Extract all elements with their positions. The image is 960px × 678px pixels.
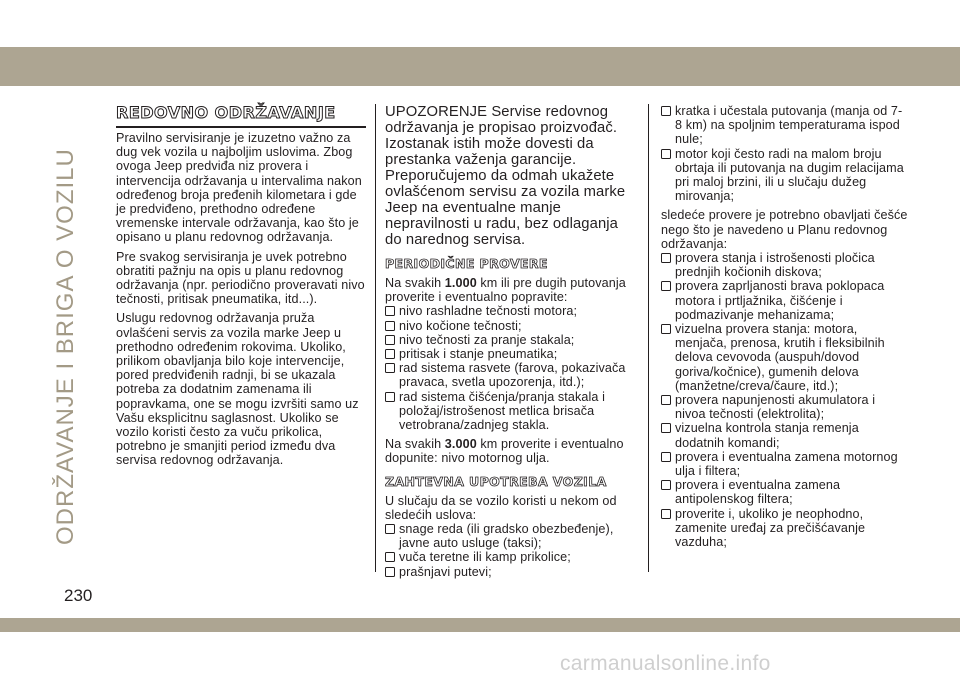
chapter-side-title: ODRŽAVANJE I BRIGA O VOZILU xyxy=(52,148,79,545)
item-text: snage reda (ili gradsko obezbeđenje), javne auto usluge (taksi); xyxy=(399,522,614,551)
item-text: pritisak i stanje pneumatika; xyxy=(399,347,558,362)
paragraph: Pre svakog servisiranja je uvek potrebno obratiti pažnju na opis u planu redovnog održavanja (npr. periodično proveravati nivo tečnosti, pritisak pneumatika, itd...). xyxy=(116,249,365,307)
paragraph: Pravilno servisiranje je izuzetno važno za dug vek vozila u najboljim uslovima. Zbog ovoga Jeep predviđa niz provera i intervencija održavanja u intervalima nakon određenog broja pređenih kilometara i gde je predviđeno, prethodno određene vremenske intervale održavanja, kao što je opisano u planu redovnog održavanja. xyxy=(116,131,362,245)
checkbox-icon xyxy=(385,335,395,345)
checkbox-icon xyxy=(661,253,671,263)
checklist-item xyxy=(385,522,635,550)
item-text: rad sistema čišćenja/pranja stakala i položaj/istrošenost metlica brisača vetrobrana/zadnjeg stakla. xyxy=(399,389,605,433)
checklist-item xyxy=(385,319,635,333)
checkbox-icon xyxy=(661,324,671,334)
checkbox-icon xyxy=(385,567,395,577)
item-text: vizuelna provera stanja: motora, menjača, prenosa, krutih i fleksibilnih delova cevovoda (auspuh/dovod goriva/kočnice), gumenih delova (manžetne/creva/čaure, itd.); xyxy=(675,322,885,393)
item-text: provera stanja i istrošenosti pločica prednjih kočionih diskova; xyxy=(675,251,875,280)
checkbox-icon xyxy=(385,306,395,316)
column-1 xyxy=(116,104,366,473)
checkbox-icon xyxy=(661,106,671,116)
item-text: nivo tečnosti za pranje stakala; xyxy=(399,332,575,347)
item-text: prašnjavi putevi; xyxy=(399,564,492,579)
interval-value: 1.000 xyxy=(444,276,477,290)
checkbox-icon xyxy=(661,281,671,291)
checkbox-icon xyxy=(661,509,671,519)
checkbox-icon xyxy=(385,349,395,359)
checkbox-icon xyxy=(385,552,395,562)
periodic-intro xyxy=(385,276,635,304)
section-heading-periodic-checks: PERIODIČNE PROVERE xyxy=(385,256,548,271)
item-text: provera i eventualna zamena motornog ulja i filtera; xyxy=(675,449,898,479)
checklist-item xyxy=(385,565,635,579)
column-3 xyxy=(661,104,909,549)
checkbox-icon xyxy=(661,149,671,159)
watermark: carmanualsonline.info xyxy=(560,652,771,675)
checklist-item xyxy=(661,393,909,421)
item-text: provera napunjenosti akumulatora i nivoa tečnosti (elektrolita); xyxy=(675,393,876,422)
frequent-checks-intro: sledeće provere je potrebno obavljati češće nego što je navedeno u Planu redovnog održavanja: xyxy=(661,208,908,251)
item-text: provera zaprljanosti brava poklopaca motora i prtljažnika, čišćenje i podmazivanje mehanizama; xyxy=(675,279,885,322)
checklist-item xyxy=(385,361,635,389)
checkbox-icon xyxy=(661,423,671,433)
footer-band xyxy=(0,618,960,632)
checklist-item xyxy=(385,333,635,347)
checkbox-icon xyxy=(661,480,671,490)
checklist-item xyxy=(661,478,909,506)
checklist-item xyxy=(385,390,635,433)
item-text: proverite i, ukoliko je neophodno, zamenite uređaj za prečišćavanje vazduha; xyxy=(675,506,866,550)
item-text: vizuelna kontrola stanja remenja dodatnih komandi; xyxy=(675,421,859,450)
checkbox-icon xyxy=(385,321,395,331)
item-text: rad sistema rasvete (farova, pokazivača pravaca, svetla upozorenja, itd.); xyxy=(399,361,626,390)
checklist-item xyxy=(661,104,909,147)
checklist-item xyxy=(661,279,909,322)
checkbox-icon xyxy=(661,395,671,405)
item-text: kratka i učestala putovanja (manja od 7-8 km) na spoljnim temperaturama ispod nule; xyxy=(675,104,903,147)
checklist-item xyxy=(661,507,909,550)
outro-text: km proverite i eventualno dopunite: nivo motornog ulja. xyxy=(385,437,624,466)
intro-text: Na svakih xyxy=(385,276,445,290)
checklist-item xyxy=(661,251,909,279)
checklist-item xyxy=(385,304,635,318)
section-heading-regular-maintenance: REDOVNO ODRŽAVANJE xyxy=(116,104,366,128)
checkbox-icon xyxy=(385,363,395,373)
section-heading-heavy-use: ZAHTEVNA UPOTREBA VOZILA xyxy=(385,473,607,489)
checklist-item xyxy=(385,550,635,564)
heavy-intro: U slučaju da se vozilo koristi u nekom od sledećih uslova: xyxy=(385,493,617,522)
item-text: provera i eventualna zamena antipolenskog filtera; xyxy=(675,478,841,507)
item-text: vuča teretne ili kamp prikolice; xyxy=(399,550,571,565)
item-text: nivo rashladne tečnosti motora; xyxy=(399,304,578,319)
column-divider xyxy=(375,104,376,572)
item-text: motor koji često radi na malom broju obrtaja ili putovanja na dugim relacijama pri maloj brzini, ili u slučaju dužeg mirovanja; xyxy=(675,146,904,204)
checkbox-icon xyxy=(385,392,395,402)
interval-value: 3.000 xyxy=(444,437,477,452)
warning-text: UPOZORENJE Servise redovnog održavanja je propisao proizvođač. Izostanak istih može dovesti da prestanka važenja garancije. Preporučujemo da odmah ukažete ovlašćenom servisu za vozila marke Jeep na eventualne manje nepravilnosti u radu, bez odlaganja do narednog servisa. xyxy=(385,104,626,248)
checklist-item xyxy=(385,347,635,361)
outro-text: Na svakih xyxy=(385,437,445,452)
column-2 xyxy=(385,104,635,579)
checklist-item xyxy=(661,450,909,478)
checklist-item xyxy=(661,421,909,449)
item-text: nivo kočione tečnosti; xyxy=(399,318,522,333)
periodic-outro xyxy=(385,437,635,465)
checklist-item xyxy=(661,322,909,393)
header-band xyxy=(0,47,960,86)
checkbox-icon xyxy=(661,452,671,462)
page-number: 230 xyxy=(64,586,93,605)
checklist-item xyxy=(661,147,909,204)
paragraph: Uslugu redovnog održavanja pruža ovlašćeni servis za vozila marke Jeep u prethodno određenim rokovima. Ukoliko, prilikom obavljanja bilo koje intervencije, pored predviđenih radnji, bi se ukazala potreba za dodatnim zamenama ili popravkama, one se mogu izvršiti samo uz Vašu eksplicitnu saglasnost. Ukoliko se vozilo koristi često za vuču prikolica, potrebno je smanjiti period između dva servisa redovnog održavanja. xyxy=(116,311,359,468)
column-divider xyxy=(648,104,649,572)
checkbox-icon xyxy=(385,524,395,534)
intro-text: km ili pre dugih putovanja proverite i eventualno popravite: xyxy=(385,276,626,305)
